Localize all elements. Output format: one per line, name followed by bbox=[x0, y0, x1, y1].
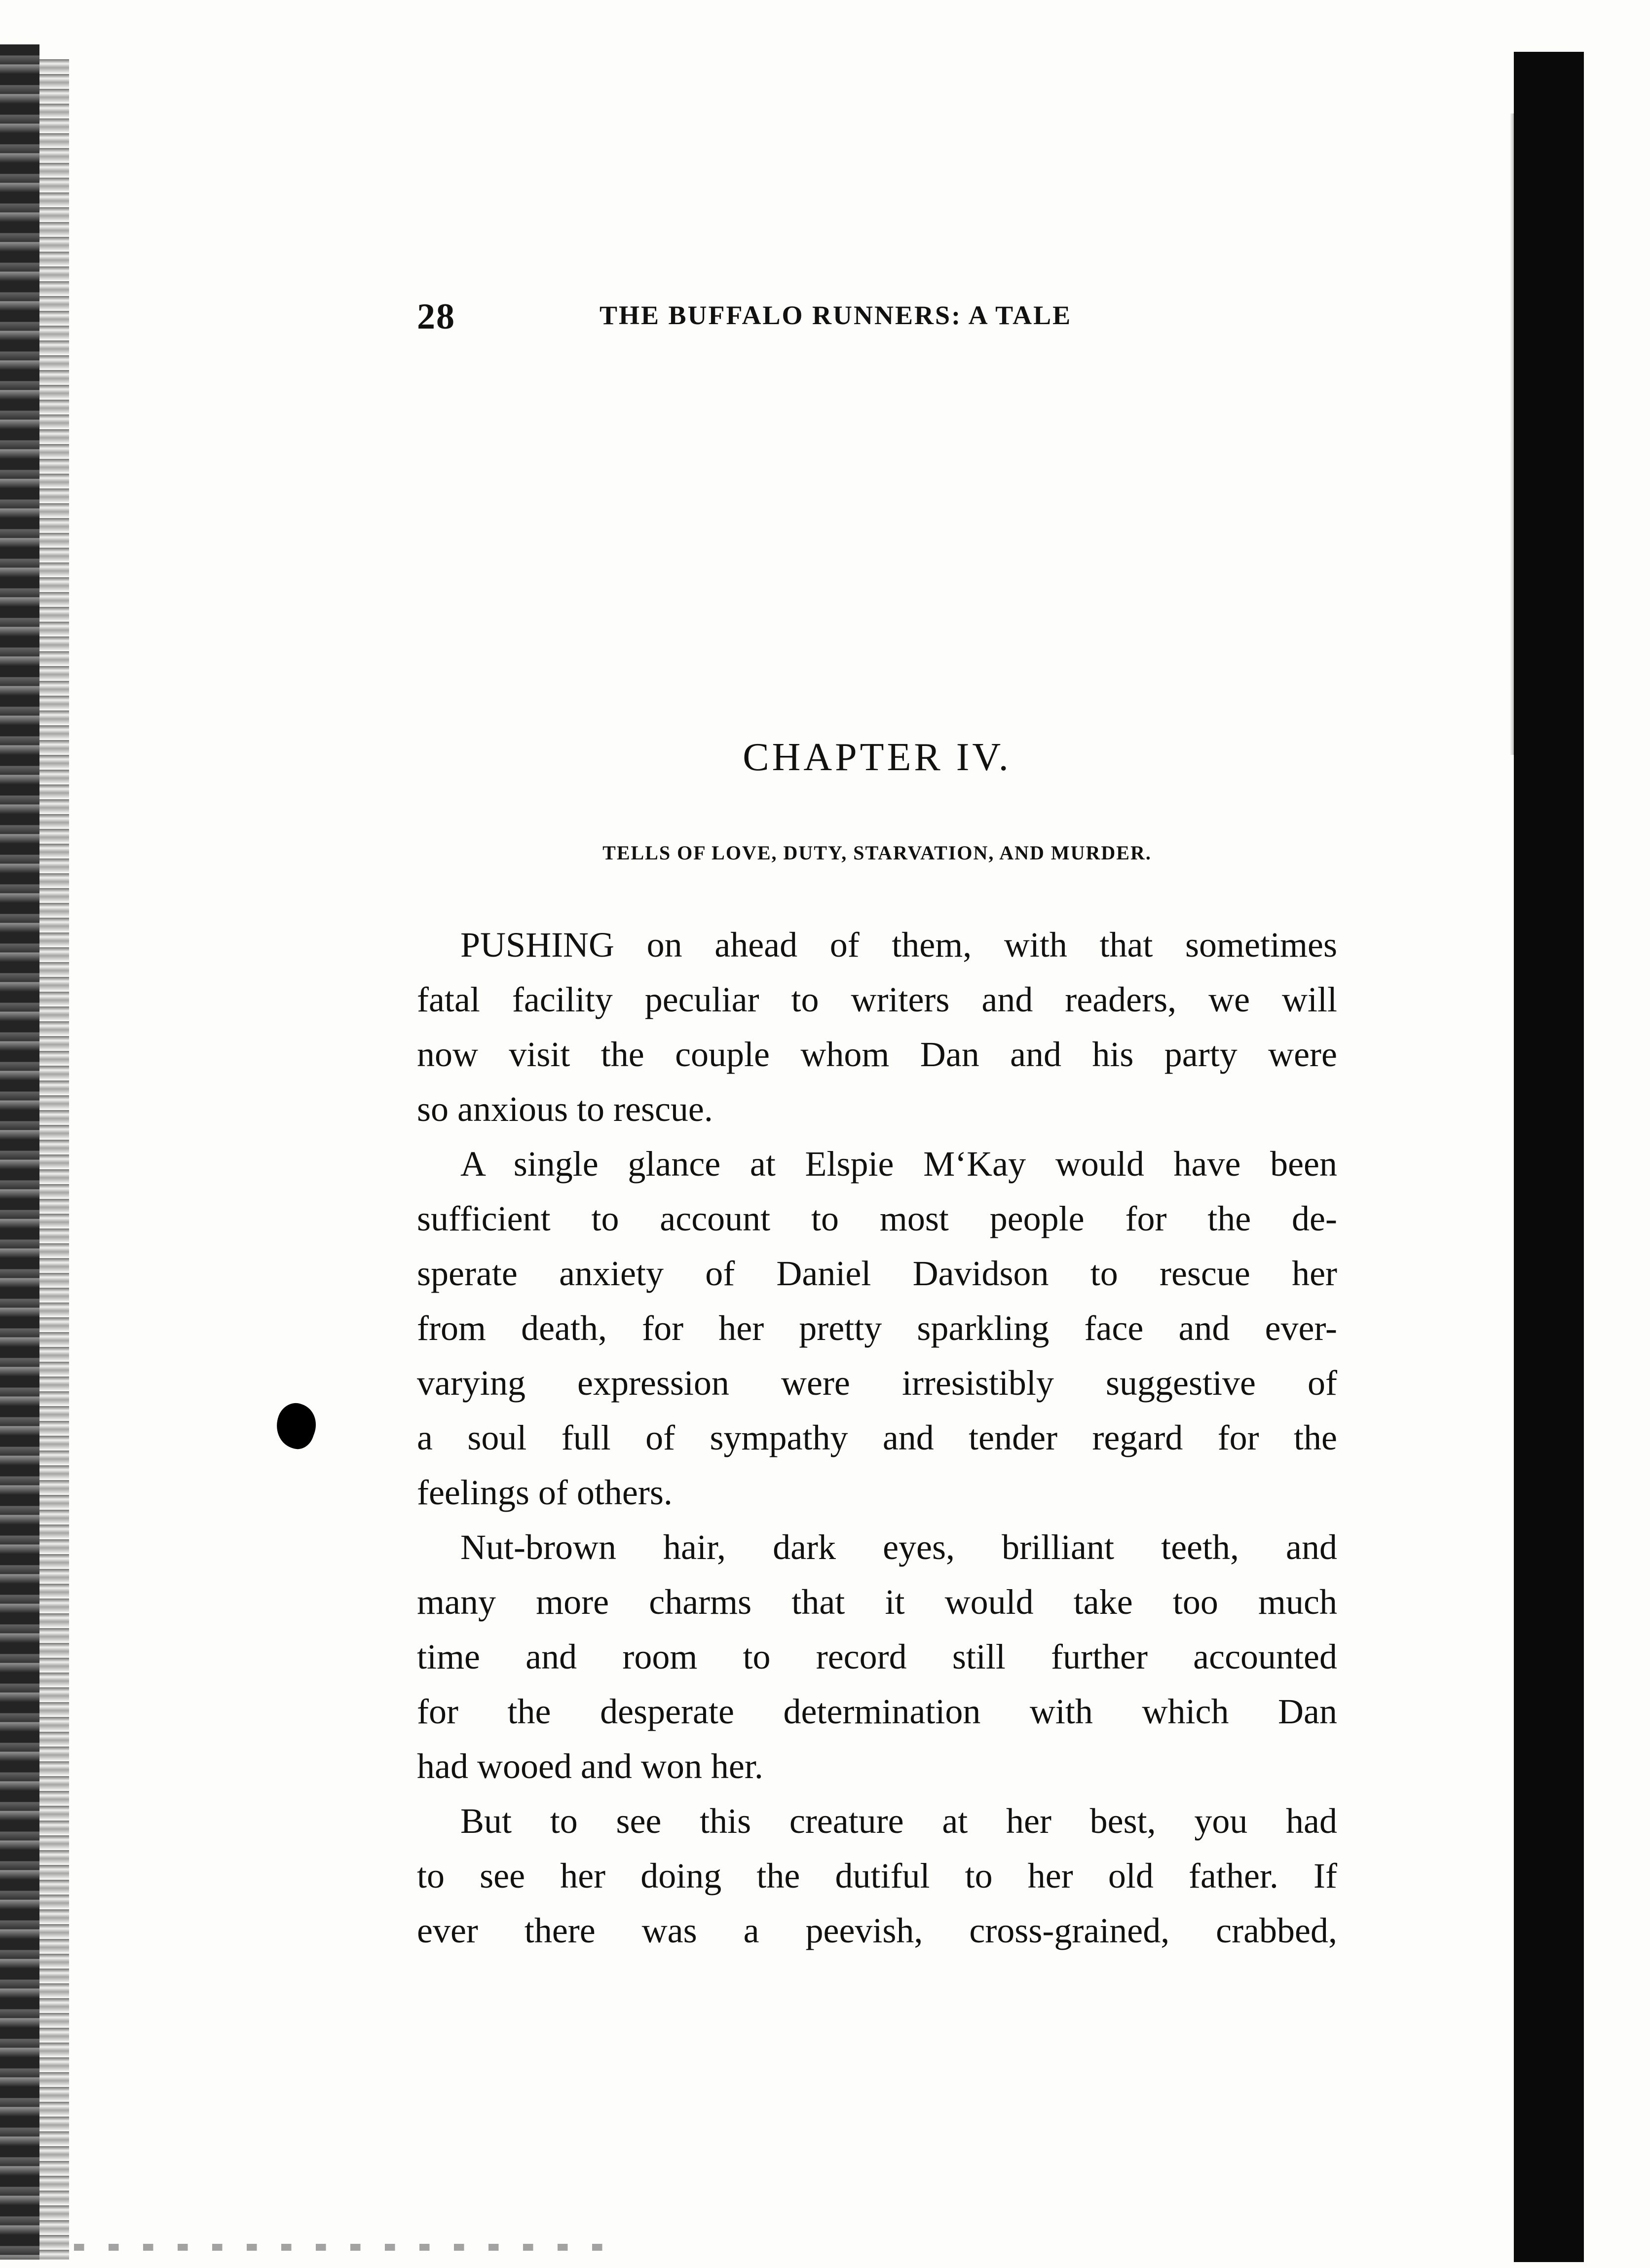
text-line: now visit the couple whom Dan and his party were bbox=[417, 1035, 1337, 1074]
text-line: varying expression were irresistibly suggestive of bbox=[417, 1363, 1337, 1403]
text-line: so anxious to rescue. bbox=[417, 1089, 713, 1129]
body-text bbox=[417, 918, 1337, 1958]
text-line: sufficient to account to most people for the de- bbox=[417, 1199, 1337, 1238]
text-line: from death, for her pretty sparkling face and ever- bbox=[417, 1308, 1337, 1348]
binding-shadow bbox=[0, 44, 39, 2260]
page-number: 28 bbox=[417, 297, 455, 337]
chapter-subtitle: TELLS OF LOVE, DUTY, STARVATION, AND MURDER. bbox=[602, 842, 1152, 864]
binding-shadow-texture bbox=[39, 59, 69, 2260]
text-line: for the desperate determination with which Dan bbox=[417, 1692, 1337, 1731]
scan-noise bbox=[74, 2244, 617, 2251]
text-line: to see her doing the dutiful to her old father. If bbox=[417, 1856, 1337, 1896]
paragraph bbox=[417, 918, 1337, 1137]
text-line: had wooed and won her. bbox=[417, 1747, 763, 1786]
paragraph bbox=[417, 1520, 1337, 1794]
text-line: fatal facility peculiar to writers and readers, we will bbox=[417, 980, 1337, 1019]
text-line: PUSHING on ahead of them, with that sometimes bbox=[460, 925, 1337, 965]
paragraph bbox=[417, 1794, 1337, 1958]
text-line: A single glance at Elspie M‘Kay would have been bbox=[460, 1144, 1337, 1184]
text-line: time and room to record still further accounted bbox=[417, 1637, 1337, 1676]
text-line: Nut-brown hair, dark eyes, brilliant teeth, and bbox=[460, 1527, 1337, 1567]
running-head bbox=[417, 296, 1246, 340]
text-line: many more charms that it would take too much bbox=[417, 1582, 1337, 1622]
text-line: feelings of others. bbox=[417, 1473, 673, 1512]
text-line: But to see this creature at her best, you had bbox=[460, 1801, 1337, 1841]
text-line: a soul full of sympathy and tender regard for the bbox=[417, 1418, 1337, 1457]
chapter-title: CHAPTER IV. bbox=[743, 736, 1012, 779]
page-edge-shadow bbox=[1514, 52, 1584, 2262]
running-title: THE BUFFALO RUNNERS: A TALE bbox=[600, 300, 1072, 330]
paragraph bbox=[417, 1137, 1337, 1520]
ink-smudge bbox=[270, 1398, 322, 1453]
text-line: sperate anxiety of Daniel Davidson to rescue her bbox=[417, 1254, 1337, 1293]
text-line: ever there was a peevish, cross-grained, crabbed, bbox=[417, 1911, 1337, 1950]
